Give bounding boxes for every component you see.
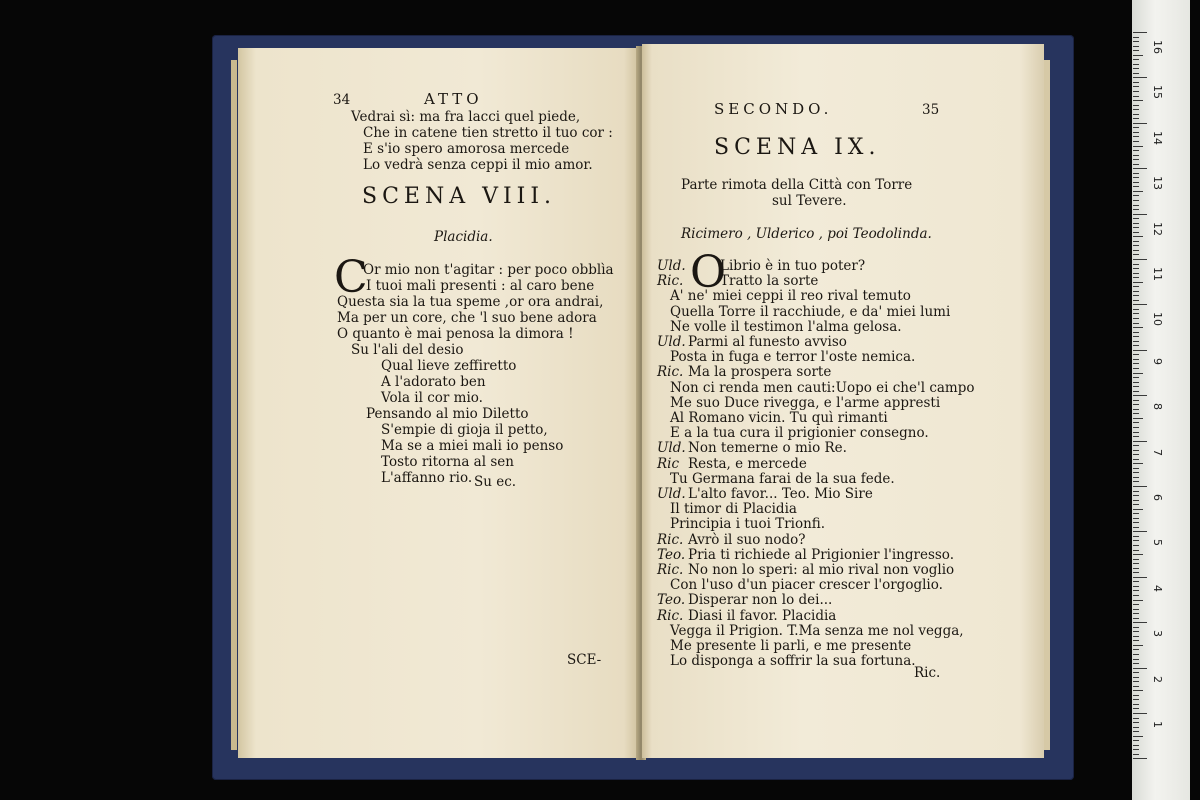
- verse-line: Or mio non t'agitar : per poco obblìa: [363, 262, 614, 278]
- right-running-head: SECONDO.: [714, 100, 833, 118]
- verse-line: E s'io spero amorosa mercede: [363, 141, 570, 157]
- ruler-tick: [1133, 100, 1143, 101]
- ruler-tick: [1133, 191, 1143, 192]
- speaker-label: Ric: [657, 455, 680, 472]
- ruler-tick: [1133, 377, 1139, 378]
- ruler-tick: [1133, 668, 1147, 669]
- speaker-label: Ric.: [657, 273, 684, 290]
- ruler-tick: [1133, 727, 1139, 728]
- ruler-tick: [1133, 454, 1139, 455]
- dialogue-text: Parmi al funesto avviso: [688, 334, 847, 350]
- ruler-tick: [1133, 173, 1139, 174]
- dialogue-text: Tu Germana farai de la sua fede.: [670, 470, 895, 487]
- ruler-tick: [1133, 654, 1139, 655]
- ruler-tick: [1133, 527, 1139, 528]
- verse-line: A l'adorato ben: [381, 374, 486, 390]
- dialogue-text: Me presente li parli, e me presente: [670, 638, 912, 654]
- ruler-tick: [1133, 282, 1143, 283]
- dialogue-text: Lo disponga a soffrir la sua fortuna.: [670, 653, 916, 670]
- ruler-tick: [1133, 749, 1139, 750]
- speaker-label: Uld.: [657, 258, 686, 274]
- ruler-tick: [1133, 699, 1139, 700]
- verse-line: L'affanno rio.: [381, 470, 473, 486]
- dialogue-text: Non ci renda men cauti:Uopo ei che'l campo: [670, 379, 975, 396]
- dialogue-text: Disperar non lo dei...: [688, 592, 833, 609]
- ruler-tick: [1133, 395, 1147, 396]
- ruler-tick: [1133, 445, 1139, 446]
- ruler-tick: [1133, 472, 1139, 473]
- ruler-tick: [1133, 659, 1139, 660]
- verse-line: I tuoi mali presenti : al caro bene: [366, 278, 595, 294]
- ruler-tick: [1133, 168, 1147, 169]
- ruler-tick: [1133, 536, 1139, 537]
- dialogue-text: L'alto favor... Teo. Mio Sire: [688, 486, 873, 502]
- ruler-tick: [1133, 758, 1147, 759]
- ruler-tick: [1133, 232, 1139, 233]
- dialogue-text: E a la tua cura il prigionier consegno.: [670, 425, 929, 442]
- speaker-label: Ric.: [657, 562, 684, 578]
- ruler-tick: [1133, 554, 1143, 555]
- speaker-label: Uld.: [657, 440, 686, 457]
- dialogue-text: Resta, e mercede: [688, 455, 807, 472]
- ruler-tick: [1133, 336, 1139, 337]
- ruler-tick: [1133, 105, 1139, 106]
- ruler-tick: [1133, 413, 1139, 414]
- verse-line: Vola il cor mio.: [381, 390, 483, 406]
- ruler-tick: [1133, 640, 1139, 641]
- ruler-tick: [1133, 286, 1139, 287]
- ruler-tick: [1133, 459, 1139, 460]
- ruler-tick: [1133, 250, 1139, 251]
- ruler-tick: [1133, 150, 1139, 151]
- ruler-tick: [1133, 77, 1147, 78]
- dialogue-text: Diasi il favor. Placidia: [688, 607, 837, 624]
- ruler-tick: [1133, 722, 1139, 723]
- ruler-tick: [1133, 236, 1143, 237]
- ruler-tick: [1133, 631, 1139, 632]
- ruler-number: 4: [1151, 584, 1164, 592]
- ruler-tick: [1133, 422, 1139, 423]
- ruler-tick: [1133, 368, 1139, 369]
- ruler-tick: [1133, 677, 1139, 678]
- ruler-tick: [1133, 118, 1139, 119]
- verse-line: Qual lieve zeffiretto: [381, 358, 517, 374]
- ruler-tick: [1133, 745, 1139, 746]
- ruler-tick: [1133, 295, 1139, 296]
- ruler-tick: [1133, 227, 1139, 228]
- ruler-tick: [1133, 313, 1139, 314]
- ruler-tick: [1133, 50, 1139, 51]
- ruler-tick: [1133, 309, 1139, 310]
- ruler-tick: [1133, 427, 1139, 428]
- ruler-tick: [1133, 264, 1139, 265]
- ruler-tick: [1133, 86, 1139, 87]
- ruler-tick: [1133, 382, 1139, 383]
- ruler-tick: [1133, 740, 1139, 741]
- ruler-tick: [1133, 205, 1139, 206]
- ruler-tick: [1133, 59, 1139, 60]
- ruler-tick: [1133, 241, 1139, 242]
- dropcap-o: O: [690, 247, 727, 298]
- verse-line: Ma per un core, che 'l suo bene adora: [337, 310, 597, 326]
- dialogue-text: Avrò il suo nodo?: [688, 531, 806, 548]
- ruler-tick: [1133, 32, 1147, 33]
- ruler-tick: [1133, 318, 1139, 319]
- verse-line: Che in catene tien stretto il tuo cor :: [363, 125, 613, 141]
- ruler-tick: [1133, 182, 1139, 183]
- ruler-number: 5: [1151, 539, 1164, 547]
- ruler-tick: [1133, 432, 1139, 433]
- ruler-tick: [1133, 481, 1139, 482]
- ruler-tick: [1133, 159, 1139, 160]
- ruler-tick: [1133, 513, 1139, 514]
- ruler-tick: [1133, 540, 1139, 541]
- dropcap-c: C: [334, 252, 368, 303]
- ruler-tick: [1133, 604, 1139, 605]
- ruler-tick: [1133, 73, 1139, 74]
- dialogue-text: Non temerne o mio Re.: [688, 440, 847, 457]
- ruler-tick: [1133, 114, 1139, 115]
- ruler-tick: [1133, 245, 1139, 246]
- speaker-label: Ric.: [657, 607, 684, 624]
- ruler-number: 6: [1151, 494, 1164, 501]
- ruler-tick: [1133, 509, 1143, 510]
- ruler-tick: [1133, 327, 1143, 328]
- ruler-tick: [1133, 354, 1139, 355]
- ruler-tick: [1133, 214, 1147, 215]
- verse-line: O quanto è mai penosa la dimora !: [337, 326, 574, 342]
- ruler-tick: [1133, 218, 1139, 219]
- dialogue-text: Librio è in tuo poter?: [720, 258, 866, 274]
- right-page-edge: [1044, 60, 1050, 750]
- ruler-tick: [1133, 391, 1139, 392]
- ruler-tick: [1133, 550, 1139, 551]
- verse-line: Questa sia la tua speme ,or ora andrai,: [337, 294, 604, 310]
- ruler-tick: [1133, 223, 1139, 224]
- verse-line: Ma se a miei mali io penso: [381, 438, 564, 454]
- ruler-number: 3: [1151, 630, 1164, 638]
- dialogue-text: Pria ti richiede al Prigionier l'ingresso.: [688, 546, 954, 563]
- ruler-number: 2: [1151, 675, 1164, 683]
- ruler-tick: [1133, 577, 1147, 578]
- ruler-tick: [1133, 736, 1143, 737]
- ruler-tick: [1133, 46, 1139, 47]
- ruler-tick: [1133, 672, 1139, 673]
- dialogue-text: Principia i tuoi Trionfi.: [670, 516, 826, 533]
- ruler-tick: [1133, 200, 1139, 201]
- speaker-label: Uld.: [657, 486, 686, 502]
- characters-line: Ricimero , Ulderico , poi Teodolinda.: [681, 226, 932, 242]
- ruler-tick: [1133, 518, 1139, 519]
- speaker-label: Ric.: [657, 531, 684, 548]
- ruler-tick: [1133, 291, 1139, 292]
- ruler-tick: [1133, 704, 1139, 705]
- ruler-number: 8: [1151, 403, 1164, 411]
- dialogue-text: Tratto la sorte: [720, 273, 819, 290]
- ruler-tick: [1133, 500, 1139, 501]
- ruler-tick: [1133, 37, 1139, 38]
- dialogue-text: Ne volle il testimon l'alma gelosa.: [670, 318, 902, 335]
- dialogue-text: Me suo Duce rivegga, e l'arme appresti: [670, 394, 941, 411]
- ruler-tick: [1133, 268, 1139, 269]
- ruler-tick: [1133, 436, 1139, 437]
- verse-line: Su l'ali del desio: [351, 342, 464, 358]
- ruler-tick: [1133, 186, 1139, 187]
- ruler-tick: [1133, 141, 1139, 142]
- ruler-tick: [1133, 155, 1139, 156]
- ruler-tick: [1133, 609, 1139, 610]
- ruler-tick: [1133, 304, 1147, 305]
- ruler-tick: [1133, 713, 1147, 714]
- dialogue-text: Con l'uso d'un piacer crescer l'orgoglio.: [670, 577, 943, 594]
- ruler-tick: [1133, 545, 1139, 546]
- speaker-label: Teo.: [657, 592, 686, 609]
- ruler-tick: [1133, 531, 1147, 532]
- dialogue-text: Al Romano vicin. Tu quì rimanti: [670, 410, 888, 426]
- ruler-tick: [1133, 254, 1139, 255]
- ruler-number: 13: [1151, 176, 1164, 191]
- ruler-tick: [1133, 164, 1139, 165]
- ruler-tick: [1133, 96, 1139, 97]
- ruler-tick: [1133, 586, 1139, 587]
- ruler-tick: [1133, 132, 1139, 133]
- ruler-tick: [1133, 345, 1139, 346]
- dialogue-text: A' ne' miei ceppi il reo rival temuto: [670, 288, 911, 305]
- setting-line: sul Tevere.: [772, 193, 847, 209]
- dialogue-text: Il timor di Placidia: [670, 501, 797, 518]
- ruler-tick: [1133, 649, 1139, 650]
- ruler-tick: [1133, 363, 1139, 364]
- ruler-tick: [1133, 359, 1139, 360]
- ruler-tick: [1133, 450, 1139, 451]
- ruler-tick: [1133, 323, 1139, 324]
- ruler-tick: [1133, 563, 1139, 564]
- character-placidia: Placidia.: [434, 229, 493, 245]
- su-ec: Su ec.: [474, 474, 517, 490]
- ruler-tick: [1133, 127, 1139, 128]
- ruler-number: 9: [1151, 357, 1164, 365]
- ruler-tick: [1133, 572, 1139, 573]
- ruler-tick: [1133, 404, 1139, 405]
- ruler-tick: [1133, 41, 1139, 42]
- ruler-tick: [1133, 686, 1139, 687]
- ruler-tick: [1133, 504, 1139, 505]
- ruler-tick: [1133, 332, 1139, 333]
- ruler-tick: [1133, 559, 1139, 560]
- verse-line: Vedrai sì: ma fra lacci quel piede,: [351, 109, 581, 125]
- ruler-tick: [1133, 373, 1143, 374]
- ruler-tick: [1133, 690, 1143, 691]
- ruler-tick: [1133, 400, 1139, 401]
- ruler-tick: [1133, 491, 1139, 492]
- ruler-tick: [1133, 136, 1139, 137]
- ruler-tick: [1133, 636, 1139, 637]
- ruler-tick: [1133, 109, 1139, 110]
- speaker-label: Uld.: [657, 334, 686, 350]
- ruler-tick: [1133, 277, 1139, 278]
- ruler-tick: [1133, 409, 1139, 410]
- ruler-tick: [1133, 522, 1139, 523]
- dialogue-text: Quella Torre il racchiude, e da' miei lumi: [670, 303, 951, 320]
- left-catchword: SCE-: [567, 652, 602, 668]
- ruler-tick: [1133, 441, 1147, 442]
- right-page-number: 35: [922, 102, 940, 118]
- ruler-tick: [1133, 681, 1139, 682]
- verse-line: Pensando al mio Diletto: [366, 406, 529, 422]
- ruler-tick: [1133, 146, 1143, 147]
- verse-line: S'empie di gioja il petto,: [381, 422, 548, 438]
- setting-line: Parte rimota della Città con Torre: [681, 177, 913, 193]
- ruler-tick: [1133, 82, 1139, 83]
- left-running-head: ATTO: [424, 90, 483, 108]
- ruler-tick: [1133, 64, 1139, 65]
- ruler-tick: [1133, 177, 1139, 178]
- ruler-tick: [1133, 718, 1139, 719]
- ruler-tick: [1133, 695, 1139, 696]
- verse-line: Lo vedrà senza ceppi il mio amor.: [363, 157, 593, 173]
- ruler-tick: [1133, 600, 1143, 601]
- left-page-number: 34: [333, 92, 351, 108]
- ruler-number: 16: [1151, 40, 1164, 54]
- ruler-tick: [1133, 477, 1139, 478]
- ruler-tick: [1133, 195, 1139, 196]
- verse-line: Tosto ritorna al sen: [381, 454, 514, 470]
- right-catchword: Ric.: [914, 665, 941, 681]
- ruler-tick: [1133, 663, 1139, 664]
- ruler-tick: [1133, 568, 1139, 569]
- scene-heading-ix: SCENA IX.: [714, 135, 881, 160]
- ruler-tick: [1133, 590, 1139, 591]
- ruler-tick: [1133, 708, 1139, 709]
- ruler-number: 15: [1151, 85, 1164, 100]
- ruler-number: 7: [1151, 448, 1164, 456]
- ruler-tick: [1133, 55, 1143, 56]
- ruler-number: 14: [1151, 130, 1164, 145]
- ruler-tick: [1133, 613, 1139, 614]
- speaker-label: Ric.: [657, 364, 684, 381]
- left-page-edge: [231, 60, 237, 750]
- ruler-tick: [1133, 273, 1139, 274]
- speaker-label: Teo.: [657, 546, 686, 563]
- ruler-number: 12: [1151, 221, 1164, 236]
- ruler-tick: [1133, 731, 1139, 732]
- ruler-tick: [1133, 463, 1143, 464]
- dialogue-text: Ma la prospera sorte: [688, 364, 832, 381]
- ruler-tick: [1133, 486, 1147, 487]
- ruler-tick: [1133, 91, 1139, 92]
- ruler-tick: [1133, 468, 1139, 469]
- ruler-tick: [1133, 618, 1139, 619]
- ruler-tick: [1133, 627, 1139, 628]
- dialogue-text: No non lo speri: al mio rival non voglio: [688, 562, 955, 578]
- ruler-tick: [1133, 341, 1139, 342]
- ruler-tick: [1133, 754, 1139, 755]
- dialogue-text: Posta in fuga e terror l'oste nemica.: [670, 349, 916, 366]
- ruler-number: 10: [1151, 312, 1164, 327]
- ruler-tick: [1133, 209, 1139, 210]
- ruler-tick: [1133, 495, 1139, 496]
- scene-heading-viii: SCENA VIII.: [362, 184, 557, 209]
- ruler-tick: [1133, 418, 1143, 419]
- ruler-tick: [1133, 386, 1139, 387]
- ruler-number: 11: [1151, 267, 1164, 281]
- ruler-tick: [1133, 645, 1143, 646]
- dialogue-text: Vegga il Prigion. T.Ma senza me nol vegga,: [670, 622, 964, 639]
- ruler-tick: [1133, 581, 1139, 582]
- ruler-number: 1: [1151, 721, 1164, 728]
- ruler-tick: [1133, 350, 1147, 351]
- ruler-tick: [1133, 622, 1147, 623]
- ruler-tick: [1133, 595, 1139, 596]
- ruler-tick: [1133, 123, 1147, 124]
- ruler-tick: [1133, 300, 1139, 301]
- ruler-tick: [1133, 68, 1139, 69]
- ruler-tick: [1133, 259, 1147, 260]
